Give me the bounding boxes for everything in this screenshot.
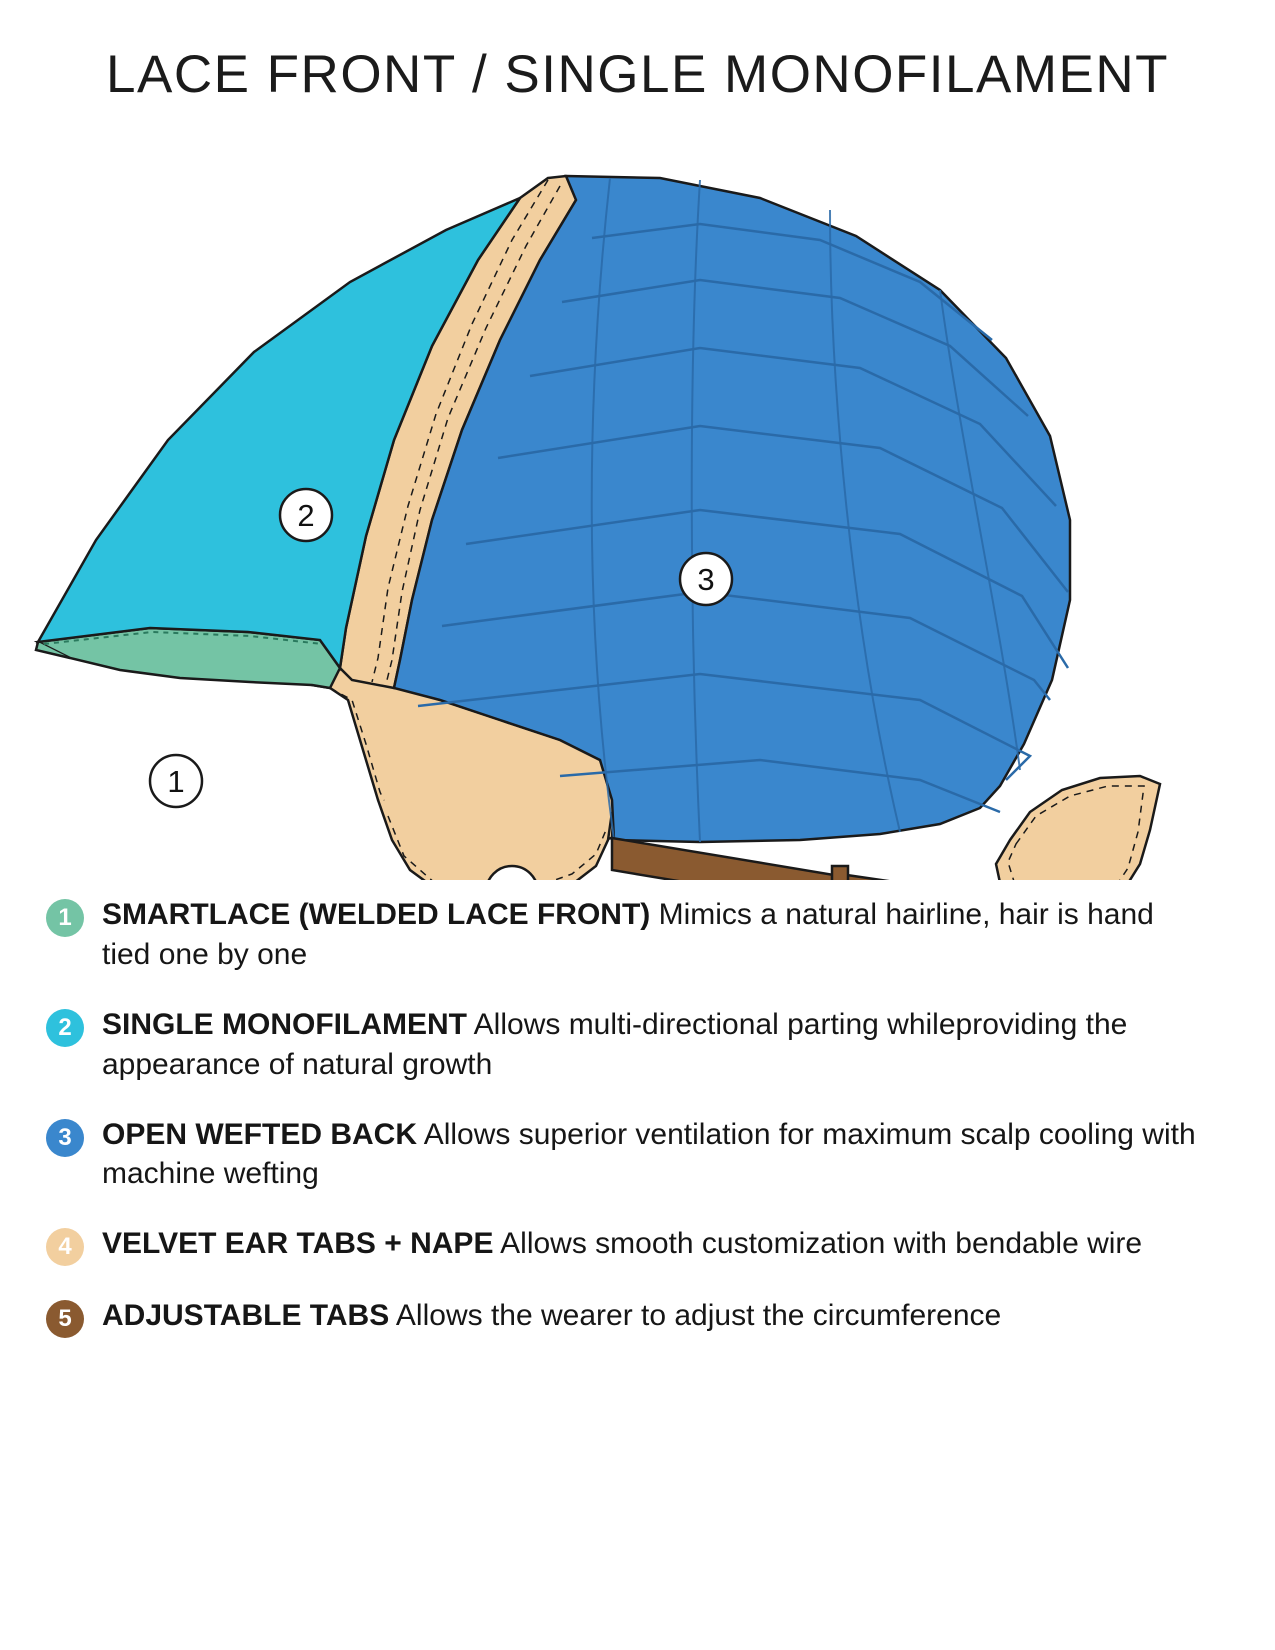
wig-cap-diagram: [0, 140, 1275, 880]
legend-text-5: [102, 1296, 1001, 1336]
legend-badge-5: 5: [46, 1300, 84, 1338]
legend-item-5: [0, 1296, 1275, 1338]
legend-term-1: SMARTLACE (WELDED LACE FRONT): [102, 898, 651, 931]
legend-text-1: [102, 895, 1202, 975]
legend-desc-4: Allows smooth customization with bendable wire: [500, 1227, 1143, 1261]
legend-text-4: [102, 1224, 1142, 1264]
legend-item-1: [0, 895, 1275, 975]
callout-1: [150, 755, 202, 807]
legend-list: [0, 895, 1275, 1368]
legend-badge-3: 3: [46, 1119, 84, 1157]
callout-2-label: 2: [297, 498, 315, 533]
legend-desc-1: Mimics a natural hairline, hair is hand tied one by one: [102, 898, 1154, 971]
adjustable-tabs-shape: [612, 838, 1032, 880]
legend-badge-1: 1: [46, 899, 84, 937]
callout-2: [280, 489, 332, 541]
legend-desc-5: Allows the wearer to adjust the circumference: [395, 1299, 1002, 1333]
legend-badge-2: 2: [46, 1009, 84, 1047]
legend-item-4: [0, 1224, 1275, 1266]
legend-item-2: [0, 1005, 1275, 1085]
callout-3: [680, 553, 732, 605]
legend-badge-4: 4: [46, 1228, 84, 1266]
legend-desc-3: Allows superior ventilation for maximum scalp cooling with machine wefting: [102, 1117, 1196, 1191]
legend-item-3: [0, 1115, 1275, 1195]
legend-desc-2: Allows multi-directional parting whileproviding the appearance of natural growth: [102, 1007, 1128, 1081]
legend-text-2: [102, 1005, 1202, 1085]
legend-term-2: SINGLE MONOFILAMENT: [102, 1007, 467, 1041]
callout-4-left-label: [503, 875, 520, 880]
page-title: LACE FRONT / SINGLE MONOFILAMENT: [106, 45, 1169, 104]
callout-1-label: 1: [167, 764, 185, 799]
callout-3-label: 3: [697, 562, 715, 597]
legend-term-4: VELVET EAR TABS + NAPE: [102, 1227, 494, 1261]
legend-term-5: ADJUSTABLE TABS: [102, 1299, 390, 1333]
legend-text-3: [102, 1115, 1202, 1195]
legend-term-3: OPEN WEFTED BACK: [102, 1117, 417, 1151]
